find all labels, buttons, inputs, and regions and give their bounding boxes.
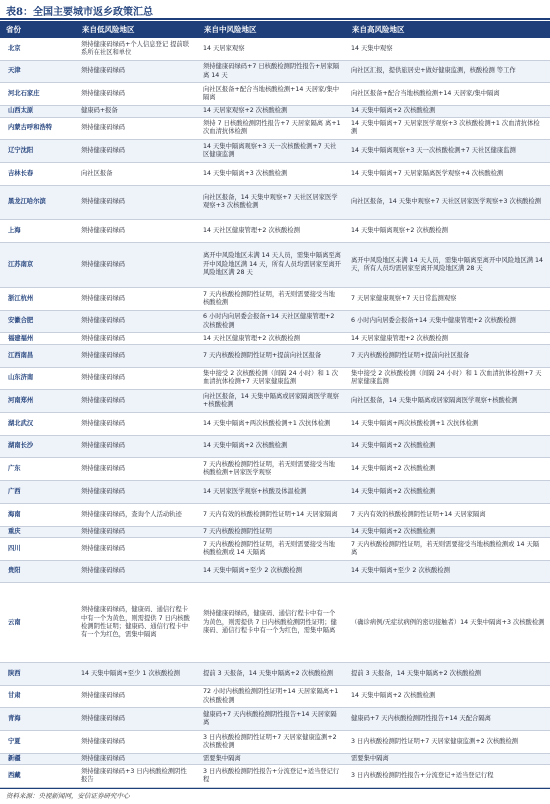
high-risk-cell <box>346 333 550 343</box>
high-risk-cell-text: 向社区报备+配合当地核酸检测+14 天居家/集中隔离 <box>351 90 500 98</box>
medium-risk-cell <box>198 220 346 242</box>
low-risk-cell <box>76 481 198 503</box>
high-risk-cell <box>346 731 550 753</box>
province-cell-text: 宁夏 <box>8 737 21 745</box>
province-cell-text: 浙江杭州 <box>8 294 34 302</box>
province-cell-text: 甘肃 <box>8 692 21 700</box>
province-cell <box>0 38 76 60</box>
table-row <box>0 333 550 344</box>
low-risk-cell <box>76 243 198 287</box>
province-cell-text: 湖北武汉 <box>8 419 34 427</box>
low-risk-cell-text: 须持健康码绿码 <box>81 754 126 762</box>
province-cell-text: 江西南昌 <box>8 351 34 359</box>
medium-risk-cell-text: 须持 7 日核酸检测阴性报告+7 天居家隔离 离+1 次血清抗体检测 <box>203 120 341 136</box>
low-risk-cell-text: 须持健康码绿码，健康码、通信行程卡中有一个为黄色，则需提供 7 日内核酸检测阴性证明；健康码、通信行程卡中有一个为红色，需集中隔离 <box>81 606 190 638</box>
province-cell <box>0 83 76 105</box>
low-risk-cell <box>76 754 198 764</box>
low-risk-cell <box>76 38 198 60</box>
high-risk-cell <box>346 163 550 185</box>
province-cell <box>0 413 76 435</box>
high-risk-cell <box>346 243 550 287</box>
table-row <box>0 458 550 481</box>
medium-risk-cell-text: 向社区报备，14 天集中隔离或居家隔离医学观察+核酸检测 <box>203 392 339 409</box>
table-row <box>0 163 550 186</box>
medium-risk-cell <box>198 38 346 60</box>
medium-risk-cell <box>198 186 346 219</box>
high-risk-cell-text: 7 天内核酸检测阴性证明，若无则需要接受当地核酸检测或 14 天隔离 <box>351 540 540 556</box>
province-cell <box>0 538 76 560</box>
table-row <box>0 708 550 731</box>
table-row <box>0 731 550 754</box>
high-risk-cell-text: 提前 3 天报备，14 天集中隔离+2 次核酸检测 <box>351 669 482 677</box>
low-risk-cell-text: 须持健康码绿码 <box>81 567 126 575</box>
low-risk-cell-text: 须持健康码绿码 <box>81 487 126 495</box>
medium-risk-cell <box>198 504 346 526</box>
table-row <box>0 390 550 413</box>
low-risk-cell-text: 须持健康码绿码 <box>81 692 126 700</box>
province-cell-text: 新疆 <box>8 754 21 762</box>
high-risk-cell-text: 14 天集中隔离+两次核酸检测+1 次抗体检测 <box>351 419 479 427</box>
low-risk-cell-text: 须持健康码绿码 <box>81 67 126 75</box>
high-risk-cell <box>346 481 550 503</box>
medium-risk-cell-text: 72 小时内核酸检测阴性证明+14 天居家隔离+1 次核酸检测 <box>203 688 339 704</box>
low-risk-cell <box>76 333 198 343</box>
medium-risk-cell <box>198 765 346 787</box>
high-risk-cell <box>346 413 550 435</box>
low-risk-cell-text: 须持健康码绿码 <box>81 294 126 302</box>
medium-risk-cell-text: 14 天居家观察+2 次核酸检测 <box>203 107 288 115</box>
high-risk-cell-text: 健康码+7 天内核酸检测阴性报告+14 天配合隔离 <box>351 715 491 723</box>
province-cell <box>0 436 76 458</box>
low-risk-cell-text: 须持健康码绿码 <box>81 226 126 234</box>
low-risk-cell <box>76 731 198 753</box>
high-risk-cell <box>346 708 550 730</box>
high-risk-cell <box>346 458 550 480</box>
table-row <box>0 61 550 84</box>
province-cell <box>0 686 76 708</box>
medium-risk-cell-text: 向社区报备+配合当地核酸检测+14 天居家/集中隔离 <box>203 86 340 102</box>
table-row <box>0 686 550 709</box>
high-risk-cell <box>346 118 550 140</box>
province-cell <box>0 754 76 764</box>
table-title: 表8：全国主要城市返乡政策汇总 <box>6 7 153 18</box>
high-risk-cell-text: 14 天集中隔离+7 天居家隔离医学观察+4 次核酸检测 <box>351 169 504 177</box>
medium-risk-cell-text: 7 天内核酸检测阴性证明，若无则需要接受当地核酸检测或 14 天隔离 <box>203 540 335 556</box>
province-cell-text: 辽宁沈阳 <box>8 147 34 155</box>
medium-risk-cell <box>198 140 346 162</box>
province-cell <box>0 106 76 116</box>
table-header <box>0 21 550 38</box>
medium-risk-cell <box>198 708 346 730</box>
high-risk-cell-text: 向社区报备，14 天集中观察+7 天社区居家医学观察+3 次核酸检测 <box>351 198 542 206</box>
high-risk-cell <box>346 663 550 685</box>
province-cell <box>0 390 76 412</box>
low-risk-cell <box>76 458 198 480</box>
high-risk-cell <box>346 288 550 310</box>
medium-risk-cell <box>198 118 346 140</box>
province-cell <box>0 163 76 185</box>
high-risk-cell-text: 14 天集中隔离+2 次核酸检测 <box>351 692 436 700</box>
province-cell-text: 西藏 <box>8 772 21 780</box>
province-cell-text: 陕西 <box>8 669 21 677</box>
low-risk-cell-text: 须持健康码绿码+3 日内核酸检测阴性报告 <box>81 767 187 784</box>
low-risk-cell-text: 须持健康码绿码 <box>81 90 126 98</box>
high-risk-cell-text: 向社区汇报，提供旅居史+做好健康监测，核酸检测 等工作 <box>351 67 516 75</box>
high-risk-cell <box>346 765 550 787</box>
medium-risk-cell <box>198 458 346 480</box>
low-risk-cell-text: 须持健康码绿码 <box>81 124 126 132</box>
high-risk-cell-text: 14 天集中隔离+2 次核酸检测 <box>351 107 436 115</box>
province-cell-text: 广东 <box>8 465 21 473</box>
high-risk-cell <box>346 186 550 219</box>
low-risk-cell <box>76 686 198 708</box>
high-risk-cell <box>346 583 550 662</box>
high-risk-cell <box>346 754 550 764</box>
table-row <box>0 83 550 106</box>
header-low-risk: 来自低风险地区 <box>82 25 135 34</box>
low-risk-cell-text: 须持健康码绿码，查询个人活动轨迹 <box>81 510 182 518</box>
low-risk-cell <box>76 61 198 83</box>
medium-risk-cell <box>198 368 346 390</box>
high-risk-cell <box>346 504 550 526</box>
low-risk-cell-text: 向社区报备 <box>81 169 113 177</box>
province-cell-text: 北京 <box>8 44 21 52</box>
high-risk-cell-text: 14 天集中隔离观察+3 天一次核酸检测+7 天社区健康监测 <box>351 147 516 155</box>
province-cell <box>0 186 76 219</box>
province-cell-text: 四川 <box>8 544 21 552</box>
low-risk-cell <box>76 708 198 730</box>
low-risk-cell-text: 须持健康码绿码 <box>81 351 126 359</box>
medium-risk-cell-text: 14 天社区健康管理+2 次核酸检测 <box>203 334 300 342</box>
medium-risk-cell-text: 须持健康码绿码+7 日核酸检测阴性报告+居家隔离 14 天 <box>203 63 340 79</box>
table-row <box>0 413 550 436</box>
table-row <box>0 583 550 663</box>
low-risk-cell <box>76 345 198 367</box>
table-row <box>0 481 550 504</box>
medium-risk-cell <box>198 754 346 764</box>
medium-risk-cell <box>198 345 346 367</box>
high-risk-cell-text: 6 小时内向居委会报备+14 天集中健康管理+2 次核酸检测 <box>351 317 516 325</box>
high-risk-cell <box>346 83 550 105</box>
high-risk-cell <box>346 561 550 583</box>
low-risk-cell-text: 须持健康码绿码 <box>81 198 126 206</box>
province-cell-text: 河北石家庄 <box>8 90 40 98</box>
header-high-risk: 来自高风险地区 <box>352 25 405 34</box>
low-risk-cell <box>76 436 198 458</box>
low-risk-cell <box>76 527 198 537</box>
medium-risk-cell <box>198 311 346 333</box>
low-risk-cell-text: 健康码+报备 <box>81 107 118 115</box>
province-cell-text: 山东济南 <box>8 374 34 382</box>
medium-risk-cell <box>198 686 346 708</box>
medium-risk-cell-text: 需要集中隔离 <box>203 754 241 762</box>
province-cell-text: 贵阳 <box>8 567 21 575</box>
table-row <box>0 38 550 61</box>
high-risk-cell <box>346 390 550 412</box>
table-row <box>0 765 550 788</box>
high-risk-cell <box>346 311 550 333</box>
province-cell-text: 上海 <box>8 226 21 234</box>
high-risk-cell <box>346 345 550 367</box>
medium-risk-cell-text: 14 天居家医学观察+核酸及体温检测 <box>203 487 307 495</box>
medium-risk-cell-text: 7 天内核酸检测阴性证明 <box>203 527 272 535</box>
table-row <box>0 345 550 368</box>
high-risk-cell <box>346 106 550 116</box>
low-risk-cell <box>76 186 198 219</box>
high-risk-cell <box>346 220 550 242</box>
high-risk-cell-text: （确诊病例/无症状病例的密切接触者）14 天集中隔离+3 次核酸检测 <box>351 618 545 626</box>
high-risk-cell-text: 7 天内有效的核酸检测阴性证明+14 天居家隔离 <box>351 510 486 518</box>
medium-risk-cell <box>198 413 346 435</box>
header-province: 省份 <box>6 25 21 34</box>
medium-risk-cell <box>198 106 346 116</box>
medium-risk-cell-text: 14 天集中隔离+至少 2 次核酸检测 <box>203 567 302 575</box>
province-cell <box>0 333 76 343</box>
low-risk-cell-text: 须持健康码绿码 <box>81 737 126 745</box>
high-risk-cell-text: 需要集中隔离 <box>351 754 389 762</box>
medium-risk-cell-text: 须持健康码绿码，健康码、通信行程卡中有一个为黄色，则需提供 7 日内核酸检测阴性证明；健康码、通信行程卡中有一个为红色，需集中隔离 <box>203 610 337 634</box>
medium-risk-cell <box>198 333 346 343</box>
province-cell-text: 内蒙古呼和浩特 <box>8 124 53 132</box>
medium-risk-cell-text: 健康码+7 天内核酸检测阴性报告+14 天居家隔离 <box>203 711 337 727</box>
medium-risk-cell-text: 7 天内核酸检测阴性证明+提前向社区报备 <box>203 351 322 359</box>
medium-risk-cell <box>198 163 346 185</box>
title-rule <box>0 18 550 20</box>
province-cell <box>0 311 76 333</box>
province-cell <box>0 61 76 83</box>
low-risk-cell-text: 须持健康码绿码 <box>81 527 126 535</box>
low-risk-cell <box>76 288 198 310</box>
table-row <box>0 288 550 311</box>
high-risk-cell-text: 14 天居家健康管理+2 次核酸检测 <box>351 334 448 342</box>
province-cell-text: 广西 <box>8 487 21 495</box>
high-risk-cell-text: 14 天集中观察 <box>351 44 393 52</box>
medium-risk-cell <box>198 731 346 753</box>
medium-risk-cell <box>198 561 346 583</box>
low-risk-cell-text: 须持健康码绿码 <box>81 544 126 552</box>
province-cell <box>0 288 76 310</box>
medium-risk-cell <box>198 663 346 685</box>
medium-risk-cell-text: 14 天社区健康管理+2 次核酸检测 <box>203 226 300 234</box>
high-risk-cell-text: 14 天集中隔离+2 次核酸检测 <box>351 487 436 495</box>
low-risk-cell-text: 须持健康码绿码 <box>81 260 126 268</box>
medium-risk-cell-text: 向社区报备，14 天集中观察+7 天社区居家医学观察+3 次核酸检测 <box>203 194 338 210</box>
table-row <box>0 243 550 288</box>
high-risk-cell <box>346 436 550 458</box>
high-risk-cell-text: 14 天集中隔离+7 天居家医学观察+3 次核酸检测+1 次血清抗体检测 <box>351 120 540 136</box>
header-medium-risk: 来自中风险地区 <box>204 25 257 34</box>
table-row <box>0 754 550 765</box>
table-row <box>0 504 550 527</box>
high-risk-cell-text: 7 天内核酸检测阴性证明+提前向社区报备 <box>351 351 470 359</box>
medium-risk-cell <box>198 583 346 662</box>
low-risk-cell <box>76 106 198 116</box>
low-risk-cell-text: 须持健康码绿码 <box>81 442 126 450</box>
province-cell <box>0 765 76 787</box>
low-risk-cell-text: 须持健康码绿码 <box>81 465 126 473</box>
medium-risk-cell-text: 6 小时内向居委会报备+14 天社区健康管理+2 次核酸检测 <box>203 313 335 329</box>
province-cell <box>0 561 76 583</box>
low-risk-cell-text: 须持健康码绿码 <box>81 374 126 382</box>
medium-risk-cell-text: 7 天内核酸检测阴性证明，若无则需要接受当地核酸检测+居家医学观察 <box>203 461 335 477</box>
province-cell <box>0 504 76 526</box>
medium-risk-cell-text: 提前 3 天报备，14 天集中隔离+2 次核酸检测 <box>203 669 334 677</box>
province-cell <box>0 527 76 537</box>
table-row <box>0 118 550 141</box>
high-risk-cell <box>346 538 550 560</box>
high-risk-cell-text: 14 天集中隔离+2 次核酸检测 <box>351 442 436 450</box>
low-risk-cell <box>76 311 198 333</box>
low-risk-cell <box>76 538 198 560</box>
low-risk-cell <box>76 413 198 435</box>
province-cell-text: 云南 <box>8 618 21 626</box>
medium-risk-cell-text: 14 天集中隔离+2 次核酸检测 <box>203 442 288 450</box>
table-row <box>0 368 550 391</box>
province-cell-text: 青海 <box>8 715 21 723</box>
province-cell <box>0 481 76 503</box>
province-cell-text: 黑龙江哈尔滨 <box>8 198 46 206</box>
high-risk-cell-text: 14 天集中隔离+至少 2 次核酸检测 <box>351 567 450 575</box>
low-risk-cell <box>76 83 198 105</box>
source-note: 资料来源：央视新闻网，安信证券研究中心 <box>6 792 130 800</box>
medium-risk-cell <box>198 83 346 105</box>
medium-risk-cell <box>198 481 346 503</box>
high-risk-cell-text: 离开中风险地区未满 14 天人员，需集中隔离至离开中风险地区满 14 天，所有人员均需居家至离开风险地区满 28 天 <box>351 256 544 272</box>
low-risk-cell <box>76 390 198 412</box>
high-risk-cell-text: 集中接受 2 次核酸检测（间隔 24 小时）和 1 次血清抗体检测+7 天居家健康监测 <box>351 370 542 386</box>
table-row <box>0 561 550 584</box>
high-risk-cell-text: 向社区报备，14 天集中隔离或居家隔离医学观察+核酸检测 <box>351 397 518 405</box>
province-cell <box>0 118 76 140</box>
table-row <box>0 186 550 220</box>
province-cell-text: 山西太原 <box>8 107 34 115</box>
table-row <box>0 436 550 459</box>
high-risk-cell-text: 3 日内核酸检测阴性证明+7 天居家健康监测+2 次核酸检测 <box>351 737 519 745</box>
low-risk-cell <box>76 765 198 787</box>
table-body <box>0 38 550 788</box>
province-cell <box>0 458 76 480</box>
low-risk-cell <box>76 140 198 162</box>
province-cell-text: 河南郑州 <box>8 397 34 405</box>
medium-risk-cell-text: 3 日内核酸检测阴性证明+7 天居家健康监测+2 次核酸检测 <box>203 733 337 750</box>
high-risk-cell <box>346 527 550 537</box>
low-risk-cell-text: 须持健康码绿码 <box>81 334 126 342</box>
medium-risk-cell-text: 14 天集中隔离观察+3 天一次核酸检测+7 天社区健康监测 <box>203 142 337 159</box>
low-risk-cell <box>76 504 198 526</box>
province-cell <box>0 663 76 685</box>
medium-risk-cell <box>198 538 346 560</box>
low-risk-cell-text: 须持健康码绿码 <box>81 419 126 427</box>
table-row <box>0 311 550 334</box>
low-risk-cell <box>76 561 198 583</box>
low-risk-cell <box>76 583 198 662</box>
province-cell <box>0 368 76 390</box>
province-cell-text: 江苏南京 <box>8 260 34 268</box>
medium-risk-cell-text: 7 天内有效的核酸检测阴性证明+14 天居家隔离 <box>203 510 338 518</box>
medium-risk-cell-text: 14 天居家观察 <box>203 44 245 52</box>
medium-risk-cell-text: 3 日内核酸检测阴性报告+分流登记+适当登记行程 <box>203 767 340 784</box>
province-cell-text: 湖南长沙 <box>8 442 34 450</box>
table-bottom-rule <box>0 788 550 789</box>
low-risk-cell <box>76 163 198 185</box>
table-row <box>0 140 550 163</box>
province-cell <box>0 220 76 242</box>
province-cell-text: 海南 <box>8 510 21 518</box>
province-cell-text: 天津 <box>8 67 21 75</box>
high-risk-cell-text: 3 日内核酸检测阴性报告+分流登记+适当登记行程 <box>351 772 494 780</box>
high-risk-cell-text: 7 天居家健康观察+7 天日常监测观察 <box>351 294 457 302</box>
high-risk-cell-text: 14 天集中隔离+2 次核酸检测 <box>351 527 436 535</box>
province-cell <box>0 345 76 367</box>
province-cell <box>0 708 76 730</box>
medium-risk-cell-text: 集中接受 2 次核酸检测（间隔 24 小时）和 1 次血清抗体检测+7 天居家健康监测 <box>203 370 339 386</box>
low-risk-cell-text: 须持健康码绿码 <box>81 147 126 155</box>
high-risk-cell <box>346 686 550 708</box>
province-cell-text: 吉林长春 <box>8 169 34 177</box>
medium-risk-cell <box>198 288 346 310</box>
medium-risk-cell <box>198 390 346 412</box>
table-row <box>0 527 550 538</box>
medium-risk-cell-text: 7 天内核酸检测阴性证明，若无则需要接受当地核酸检测 <box>203 290 335 306</box>
table-row <box>0 106 550 117</box>
low-risk-cell-text: 14 天集中隔离+至少 1 次核酸检测 <box>81 669 180 677</box>
province-cell-text: 福建福州 <box>8 334 34 342</box>
high-risk-cell-text: 14 天集中隔离观察+2 次核酸检测 <box>351 226 448 234</box>
low-risk-cell-text: 须持健康码绿码+个人信息登记 提前联系所在社区和单位 <box>81 40 190 56</box>
table-row <box>0 538 550 561</box>
table-row <box>0 663 550 686</box>
high-risk-cell <box>346 61 550 83</box>
medium-risk-cell-text: 14 天集中隔离+3 次核酸检测 <box>203 169 288 177</box>
low-risk-cell <box>76 663 198 685</box>
province-cell-text: 重庆 <box>8 527 21 535</box>
high-risk-cell-text: 14 天集中隔离+2 次核酸检测 <box>351 465 436 473</box>
table-row <box>0 220 550 243</box>
high-risk-cell <box>346 38 550 60</box>
province-cell-text: 安徽合肥 <box>8 317 34 325</box>
province-cell <box>0 243 76 287</box>
province-cell <box>0 731 76 753</box>
medium-risk-cell <box>198 61 346 83</box>
province-cell <box>0 140 76 162</box>
low-risk-cell-text: 须持健康码绿码 <box>81 317 126 325</box>
medium-risk-cell <box>198 436 346 458</box>
high-risk-cell <box>346 368 550 390</box>
low-risk-cell <box>76 118 198 140</box>
province-cell <box>0 583 76 662</box>
medium-risk-cell <box>198 243 346 287</box>
low-risk-cell-text: 须持健康码绿码 <box>81 397 126 405</box>
low-risk-cell <box>76 220 198 242</box>
medium-risk-cell-text: 离开中风险地区未满 14 天人员，需集中隔离至离开中风险地区满 14 天，所有人员均需居家至离开风险地区满 28 天 <box>203 252 341 276</box>
low-risk-cell-text: 须持健康码绿码 <box>81 715 126 723</box>
low-risk-cell <box>76 368 198 390</box>
high-risk-cell <box>346 140 550 162</box>
medium-risk-cell <box>198 527 346 537</box>
medium-risk-cell-text: 14 天集中隔离+两次核酸检测+1 次抗体检测 <box>203 419 331 427</box>
